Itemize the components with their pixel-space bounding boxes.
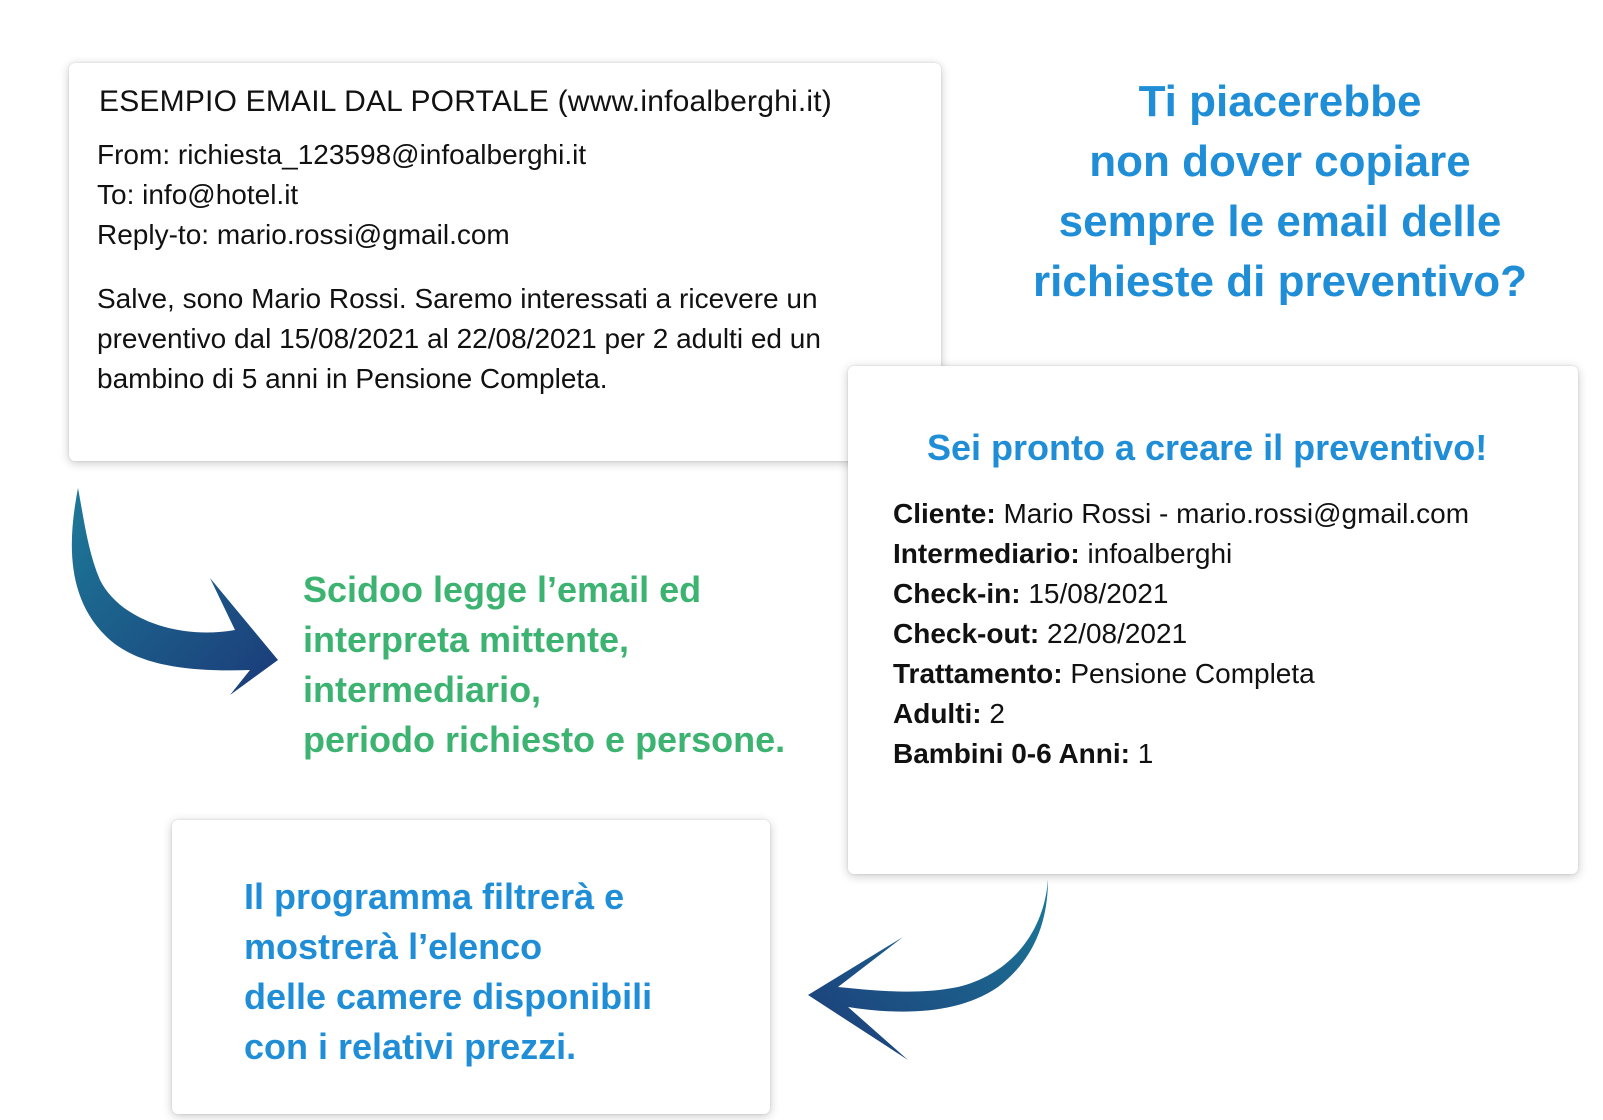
field-label: Intermediario: xyxy=(893,538,1080,569)
email-from: From: richiesta_123598@infoalberghi.it xyxy=(97,139,587,170)
field-label: Cliente: xyxy=(893,498,996,529)
program-step-line: delle camere disponibili xyxy=(244,976,653,1017)
program-step-line: con i relativi prezzi. xyxy=(244,1026,577,1067)
quote-field-intermediario xyxy=(893,534,1578,574)
field-value: 2 xyxy=(981,698,1005,729)
parse-step-line: periodo richiesto e persone. xyxy=(303,719,786,760)
quote-field-cliente xyxy=(893,494,1578,534)
email-example-card xyxy=(69,63,941,461)
curved-arrow-icon xyxy=(60,480,290,720)
program-step-line: mostrerà l’elenco xyxy=(244,926,543,967)
field-value: 22/08/2021 xyxy=(1039,618,1188,649)
quote-field-check-in xyxy=(893,574,1578,614)
program-step-card xyxy=(172,820,770,1114)
field-value: infoalberghi xyxy=(1079,538,1233,569)
parse-step-line: intermediario, xyxy=(303,669,542,710)
parse-step-line: interpreta mittente, xyxy=(303,619,630,660)
field-value: 15/08/2021 xyxy=(1020,578,1169,609)
field-value: Pensione Completa xyxy=(1062,658,1315,689)
quote-field-bambini xyxy=(893,734,1578,774)
quote-card-title: Sei pronto a creare il preventivo! xyxy=(927,427,1488,468)
email-reply-to: Reply-to: mario.rossi@gmail.com xyxy=(97,219,510,250)
field-label: Check-out: xyxy=(893,618,1040,649)
email-body: Salve, sono Mario Rossi. Saremo interessati a ricevere un preventivo dal 15/08/2021 al 22/08/2021 per 2 adulti ed un bambino di 5 anni in Pensione Completa. xyxy=(97,283,821,394)
field-label: Trattamento: xyxy=(893,658,1063,689)
field-value: Mario Rossi - mario.rossi@gmail.com xyxy=(995,498,1470,529)
headline-question xyxy=(990,72,1570,312)
field-label: Bambini 0-6 Anni: xyxy=(893,738,1130,769)
headline-line: sempre le email delle xyxy=(1058,197,1502,246)
quote-field-adulti xyxy=(893,694,1578,734)
quote-field-trattamento xyxy=(893,654,1578,694)
email-to: To: info@hotel.it xyxy=(97,179,299,210)
email-card-title: ESEMPIO EMAIL DAL PORTALE (www.infoalberghi.it) xyxy=(99,85,832,118)
field-label: Check-in: xyxy=(893,578,1021,609)
field-value: 1 xyxy=(1129,738,1154,769)
quote-summary-card xyxy=(848,366,1578,874)
curved-arrow-icon xyxy=(808,875,1058,1065)
headline-line: non dover copiare xyxy=(1089,137,1471,186)
headline-line: richieste di preventivo? xyxy=(1033,257,1527,306)
program-step-line: Il programma filtrerà e xyxy=(244,876,625,917)
parse-step-text xyxy=(303,565,863,765)
headline-line: Ti piacerebbe xyxy=(1138,77,1422,126)
quote-field-check-out xyxy=(893,614,1578,654)
program-step-text xyxy=(244,872,770,1072)
field-label: Adulti: xyxy=(893,698,982,729)
parse-step-line: Scidoo legge l’email ed xyxy=(303,569,702,610)
